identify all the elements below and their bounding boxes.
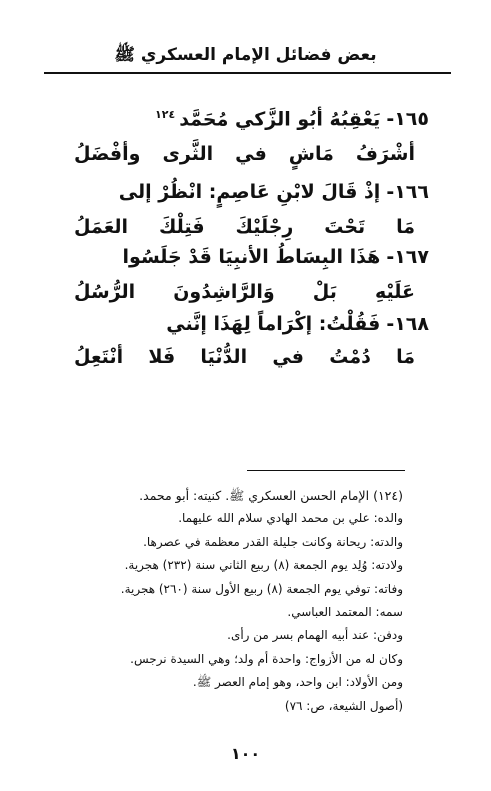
footnote-line: ولادته: وُلِد يوم الجمعة (٨) ربيع الثاني سنة (٢٣٢) هجرية. — [124, 558, 403, 573]
hemistich-text: يَعْقِبُهُ أبُو الزَّكي مُحَمَّد — [179, 108, 381, 131]
verse-165-first-hemistich — [92, 108, 429, 130]
footnote-line: سمه: المعتمد العباسي. — [287, 604, 403, 619]
footnote-line: والدته: ريحانة وكانت جليلة القدر معظمة في عصرها. — [143, 534, 403, 549]
hemistich-text: إذْ قَالَ لابْنِ عَاصِمٍ: انْظُرْ إلى — [118, 181, 381, 203]
footnote-line: وكان له من الأزواج: واحدة أم ولد؛ وهي السيدة نرجس. — [130, 651, 403, 666]
hemistich-text: هَذَا البِسَاطُ الأنبِيَا قَدْ جَلَسُوا — [122, 246, 381, 268]
verse-167-second-hemistich: عَلَيْهِ بَلْ وَالرَّاشِدُونَ الرُّسُلُ — [74, 281, 415, 303]
footnotes — [50, 484, 403, 718]
verse-167-first-hemistich — [92, 246, 429, 268]
verse-166-first-hemistich — [92, 181, 429, 203]
running-header: بعض فضائل الإمام العسكري ﷺ — [114, 45, 377, 65]
verse-number: ١٦٧- — [386, 246, 429, 268]
footnote-line: ومن الأولاد: ابن واحد، وهو إمام العصر ﷺ. — [192, 675, 403, 690]
poem-section — [0, 0, 491, 380]
verse-165-second-hemistich: أشْرَفُ مَاشٍ في الثَّرى وأفْضَلُ — [74, 143, 415, 165]
verse-number: ١٦٨- — [386, 313, 429, 335]
footnote-line: والده: علي بن محمد الهادي سلام الله عليهما. — [178, 511, 403, 526]
page-number: ١٠٠ — [230, 744, 261, 763]
hemistich-text: فَقُلْتُ: إكْرَاماً لِهَذَا إنَّني — [166, 313, 381, 335]
footnote-line: وفاته: توفي يوم الجمعة (٨) ربيع الأول سنة (٢٦٠) هجرية. — [120, 581, 403, 596]
footnote-rule — [247, 470, 405, 471]
footnote-reference: ١٢٤ — [155, 108, 176, 121]
verse-168-second-hemistich: مَا دُمْتُ في الدُّنْيَا فَلا أنْتَعِلُ — [74, 346, 415, 368]
verse-166-second-hemistich: مَا تَحْتَ رِجْلَيْكَ فَتِلْكَ العَمَلُ — [74, 216, 415, 238]
footnote-source: (أصول الشيعة، ص: ٧٦) — [284, 698, 403, 713]
footnote-line: ودفن: عند أبيه الهمام بسر من رأى. — [227, 628, 403, 643]
footnote-line: (١٢٤) الإمام الحسن العسكري ﷺ. كنيته: أبو محمد. — [139, 488, 403, 503]
verse-number: ١٦٥- — [386, 108, 429, 131]
verse-168-first-hemistich — [92, 313, 429, 335]
verse-number: ١٦٦- — [386, 181, 429, 203]
